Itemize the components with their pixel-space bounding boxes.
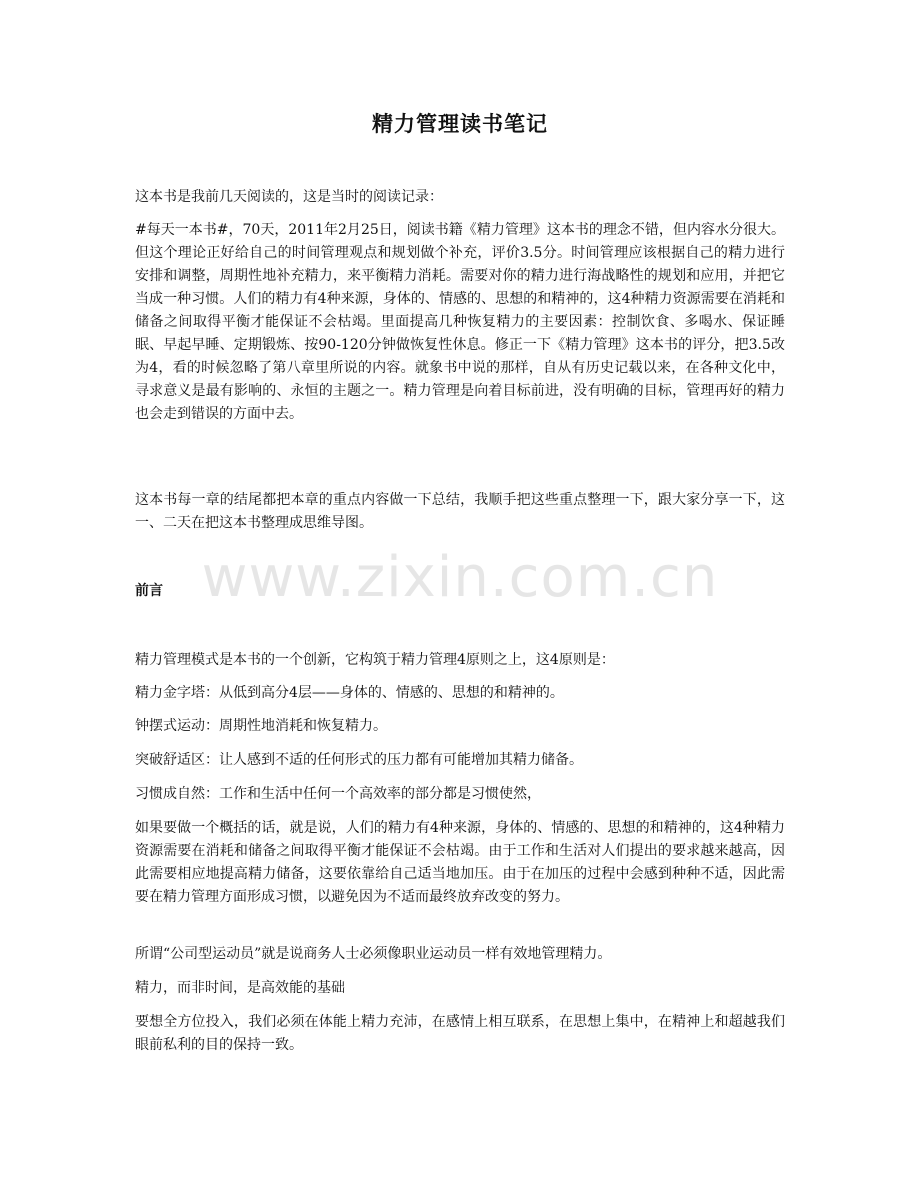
- intro-paragraph: 这本书是我前几天阅读的，这是当时的阅读记录：: [135, 189, 443, 205]
- section-heading-preface: 前言: [135, 583, 163, 599]
- principle-pendulum-paragraph: 钟摆式运动：周期性地消耗和恢复精力。: [135, 718, 387, 734]
- watermark-text: www.zixin.com.cn: [201, 545, 719, 610]
- reading-record-paragraph: #每天一本书#，70天，2011年2月25日，阅读书籍《精力管理》这本书的理念不错，但内容水分很大。但这个理论正好给自己的时间管理观点和规划做个补充，评价3.5分。时间管理应该根据自己的精力进行安排和调整，周期性地补充精力，来平衡精力消耗。需要对你的精力进行海战略性的规划和应用，并把它当成一种习惯。人们的精力有4种来源，身体的、情感的、思想的和精神的，这4种精力资源需要在消耗和储备之间取得平衡才能保证不会枯竭。里面提高几种恢复精力的主要因素：控制饮食、多喝水、保证睡眠、早起早睡、定期锻炼、按90-120分钟做恢复性休息。修正一下《精力管理》这本书的评分，把3.5改为4，看的时候忽略了第八章里所说的内容。就象书中说的那样，自从有历史记载以来，在各种文化中，寻求意义是最有影响的、永恒的主题之一。精力管理是向着目标前进，没有明确的目标，管理再好的精力也会走到错误的方面中去。: [135, 222, 785, 422]
- principle-comfort-zone-paragraph: 突破舒适区：让人感到不适的任何形式的压力都有可能增加其精力储备。: [135, 752, 583, 768]
- full-engagement-paragraph: 要想全方位投入，我们必须在体能上精力充沛，在感情上相互联系，在思想上集中，在精神上和超越我们眼前私利的目的保持一致。: [135, 1014, 785, 1053]
- summary-note-paragraph: 这本书每一章的结尾都把本章的重点内容做一下总结，我顺手把这些重点整理一下，跟大家分享一下，这一、二天在把这本书整理成思维导图。: [135, 492, 785, 531]
- principle-pyramid-paragraph: 精力金字塔：从低到高分4层——身体的、情感的、思想的和精神的。: [135, 685, 564, 701]
- principle-habit-paragraph: 习惯成自然：工作和生活中任何一个高效率的部分都是习惯使然，: [135, 786, 541, 802]
- corporate-athlete-paragraph: 所谓“公司型运动员”就是说商务人士必须像职业运动员一样有效地管理精力。: [135, 946, 612, 962]
- summary-paragraph: 如果要做一个概括的话，就是说，人们的精力有4种来源，身体的、情感的、思想的和精神的，这4种精力资源需要在消耗和储备之间取得平衡才能保证不会枯竭。由于工作和生活对人们提出的要求越来越高，因此需要相应地提高精力储备，这要依靠给自己适当地加压。由于在加压的过程中会感到种种不适，因此需要在精力管理方面形成习惯，以避免因为不适而最终放弃改变的努力。: [135, 820, 785, 905]
- document-title: 精力管理读书笔记: [372, 112, 548, 136]
- energy-not-time-paragraph: 精力，而非时间，是高效能的基础: [135, 980, 345, 996]
- principles-intro-paragraph: 精力管理模式是本书的一个创新，它构筑于精力管理4原则之上，这4原则是：: [135, 652, 615, 668]
